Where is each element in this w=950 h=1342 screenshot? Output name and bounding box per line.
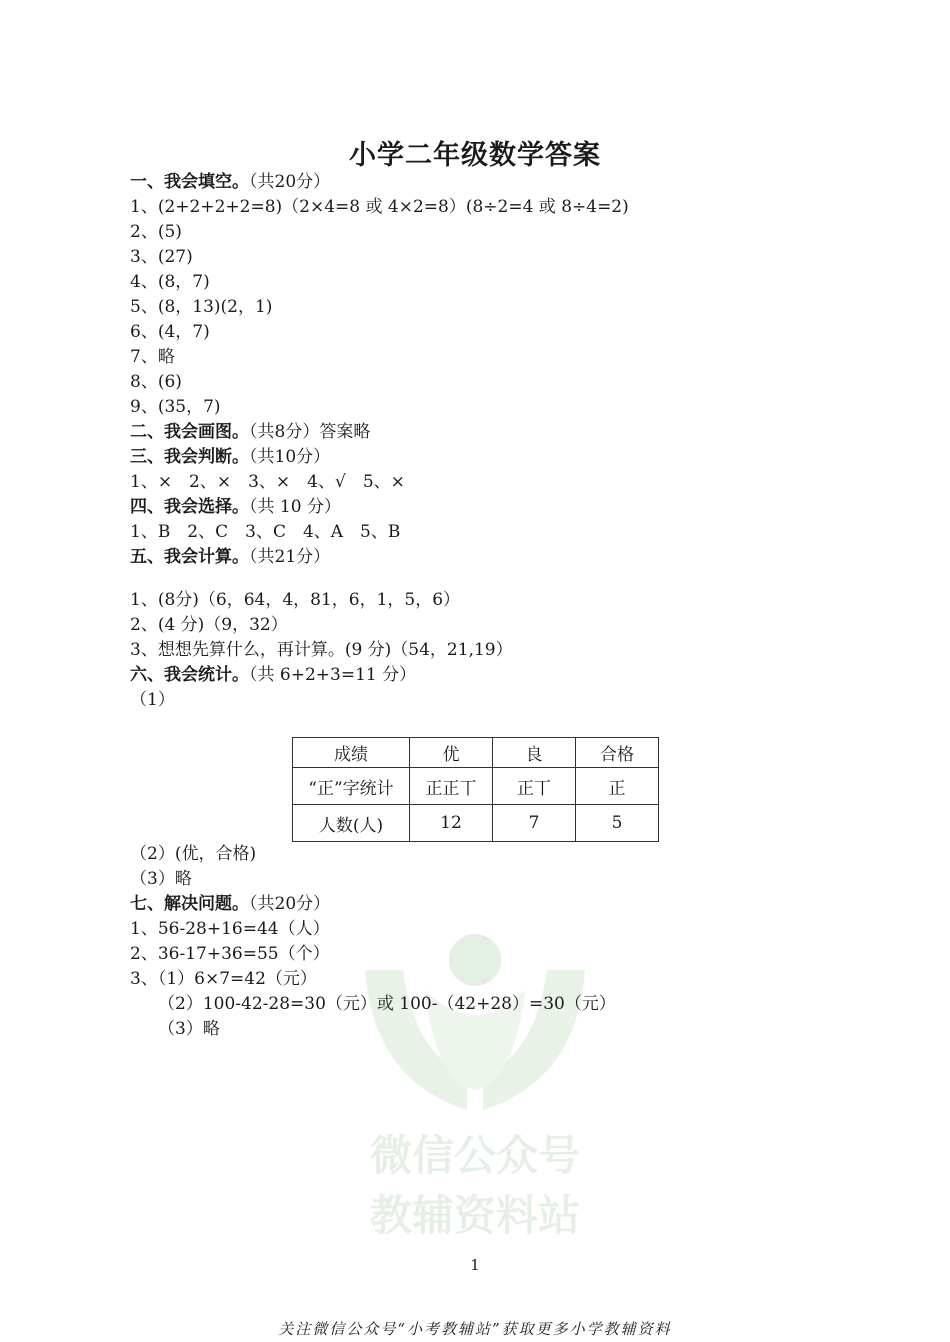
s3-answers: 1、× 2、× 3、× 4、√ 5、× [130,472,405,492]
table-cell: 5 [576,805,659,842]
table-header-cell: 成绩 [293,738,410,768]
section-4-heading: 四、我会选择。（共 10 分） [130,497,341,517]
s7-item-1: 1、56-28+16=44（人） [130,919,330,939]
table-cell: 12 [410,805,493,842]
s1-item-3: 3、(27) [130,247,193,267]
s1-item-4: 4、(8，7) [130,272,210,292]
section-6-heading: 六、我会统计。（共 6+2+3=11 分） [130,665,417,685]
watermark-line1: 微信公众号 [369,1131,581,1180]
watermark [355,930,595,1240]
table-row [293,805,659,842]
table-cell: 正丅 [493,768,576,805]
s7-item-3-part-3: （3）略 [158,1019,220,1039]
table-cell: 7 [493,805,576,842]
s5-item-3: 3、想想先算什么，再计算。(9 分)（54，21,19） [130,640,513,660]
section-2-heading: 二、我会画图。（共8分）答案略 [130,422,371,442]
s5-item-2: 2、(4 分)（9，32） [130,615,288,635]
page-number: 1 [470,1256,480,1274]
table-cell: “正”字统计 [293,768,410,805]
s6-part-3: （3）略 [130,869,192,889]
s5-item-1: 1、(8分)（6，64，4，81，6，1，5，6） [130,590,461,610]
table-row [293,768,659,805]
table-cell: 正 [576,768,659,805]
table-header-row [293,738,659,768]
s1-item-7: 7、略 [130,347,175,367]
s1-item-8: 8、(6) [130,372,182,392]
s7-item-3: 3、（1）6×7=42（元） [130,969,317,989]
table-header-cell: 优 [410,738,493,768]
s1-item-1: 1、(2+2+2+2=8)（2×4=8 或 4×2=8）(8÷2=4 或 8÷4=2) [130,197,629,217]
section-5-heading: 五、我会计算。（共21分） [130,547,331,567]
s6-part-1: （1） [130,690,175,710]
s4-answers: 1、B 2、C 3、C 4、A 5、B [130,522,401,542]
s1-item-6: 6、(4，7) [130,322,210,342]
s1-item-9: 9、(35，7) [130,397,221,417]
page-title: 小学二年级数学答案 [349,140,601,171]
s1-item-2: 2、(5) [130,222,182,242]
section-1-heading: 一、我会填空。（共20分） [130,172,331,192]
table-cell: 人数(人) [293,805,410,842]
s7-item-2: 2、36-17+36=55（个） [130,944,330,964]
stats-table [292,737,659,842]
section-7-heading: 七、解决问题。（共20分） [130,894,331,914]
table-header-cell: 合格 [576,738,659,768]
section-3-heading: 三、我会判断。（共10分） [130,447,331,467]
table-cell: 正正丅 [410,768,493,805]
footer-promo: 关注微信公众号“小考教辅站”获取更多小学教辅资料 [278,1320,672,1338]
s6-part-2: （2）(优，合格) [130,844,257,864]
watermark-line2: 教辅资料站 [369,1191,581,1240]
table-header-cell: 良 [493,738,576,768]
s1-item-5: 5、(8，13)(2，1) [130,297,273,317]
s7-item-3-part-2: （2）100-42-28=30（元）或 100-（42+28）=30（元） [158,994,616,1014]
